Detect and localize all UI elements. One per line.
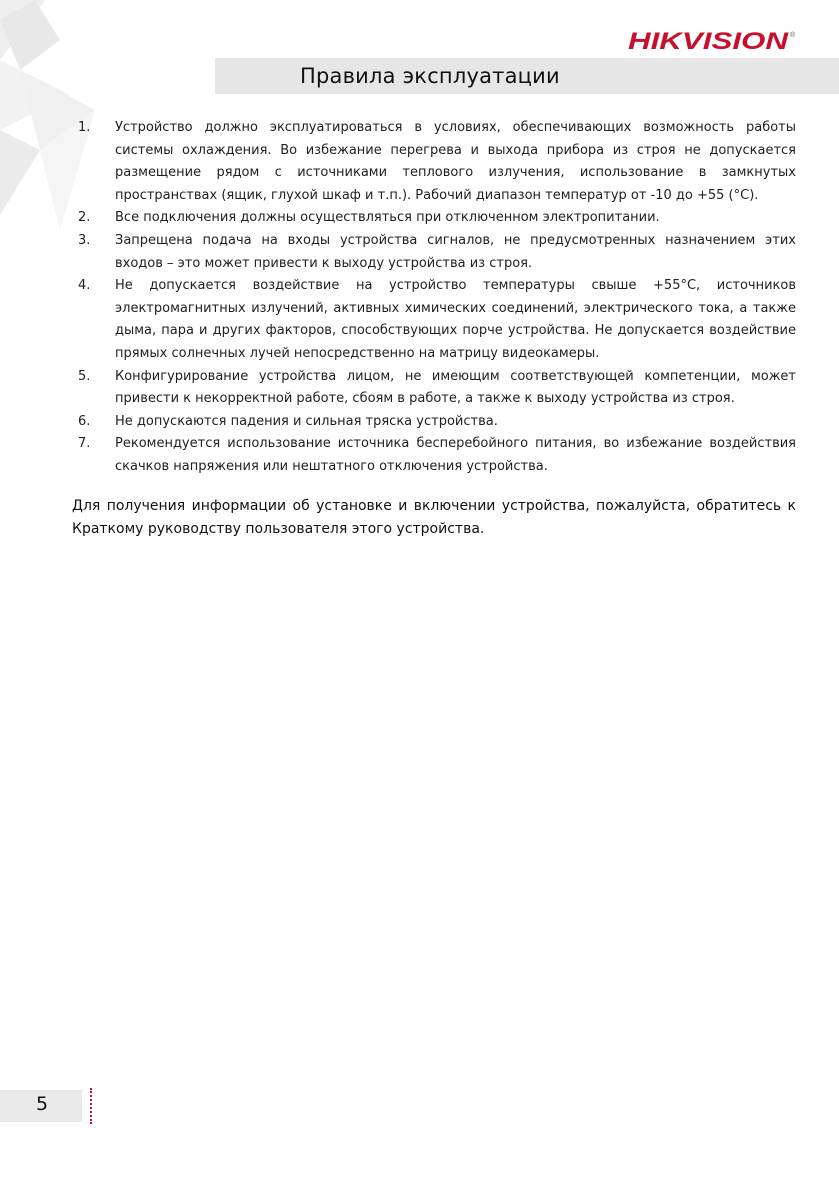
hikvision-logo [628,27,798,55]
registered-mark: ® [790,32,796,39]
list-item: 1. Устройство должно эксплуатироваться в условиях, обеспечивающих возможность работы системы охлаждения. Во избежание перегрева и выхода прибора из строя не допускается размещение рядом с источниками теплового излучения, использование в замкнутых пространствах (ящик, глухой шкаф и т.п.). Рабочий диапазон температур от -10 до +55 (°С). [78,120,796,203]
list-item: 7. Рекомендуется использование источника бесперебойного питания, во избежание воздействия скачков напряжения или нештатного отключения устройства. [78,436,796,474]
list-item: 2. Все подключения должны осуществляться при отключенном электропитании. [78,210,660,226]
dotted-divider [90,1088,95,1124]
list-item: 4. Не допускается воздействие на устройство температуры свыше +55°С, источников электромагнитных излучений, активных химических соединений, электрического тока, а также дыма, пара и других факторов, способствующих порче устройства. Не допускается воздействие прямых солнечных лучей непосредственно на матрицу видеокамеры. [78,278,796,361]
footer-note: Для получения информации об установке и включении устройства, пожалуйста, обратитесь к Краткому руководству пользователя этого устройства. [72,498,796,537]
list-item: 3. Запрещена подача на входы устройства сигналов, не предусмотренных назначением этих входов – это может привести к выходу устройства из строя. [78,232,796,271]
page-number: 5 [36,1093,49,1115]
list-item: 6. Не допускаются падения и сильная тряска устройства. [78,413,498,429]
rules-list [78,117,796,479]
logo-text: HIKVISION [628,28,789,55]
list-item: 5. Конфигурирование устройства лицом, не имеющим соответствующей компетенции, может привести к некорректной работе, сбоям в работе, а также к выходу устройства из строя. [78,368,796,407]
page-title: Правила эксплуатации [300,64,560,88]
